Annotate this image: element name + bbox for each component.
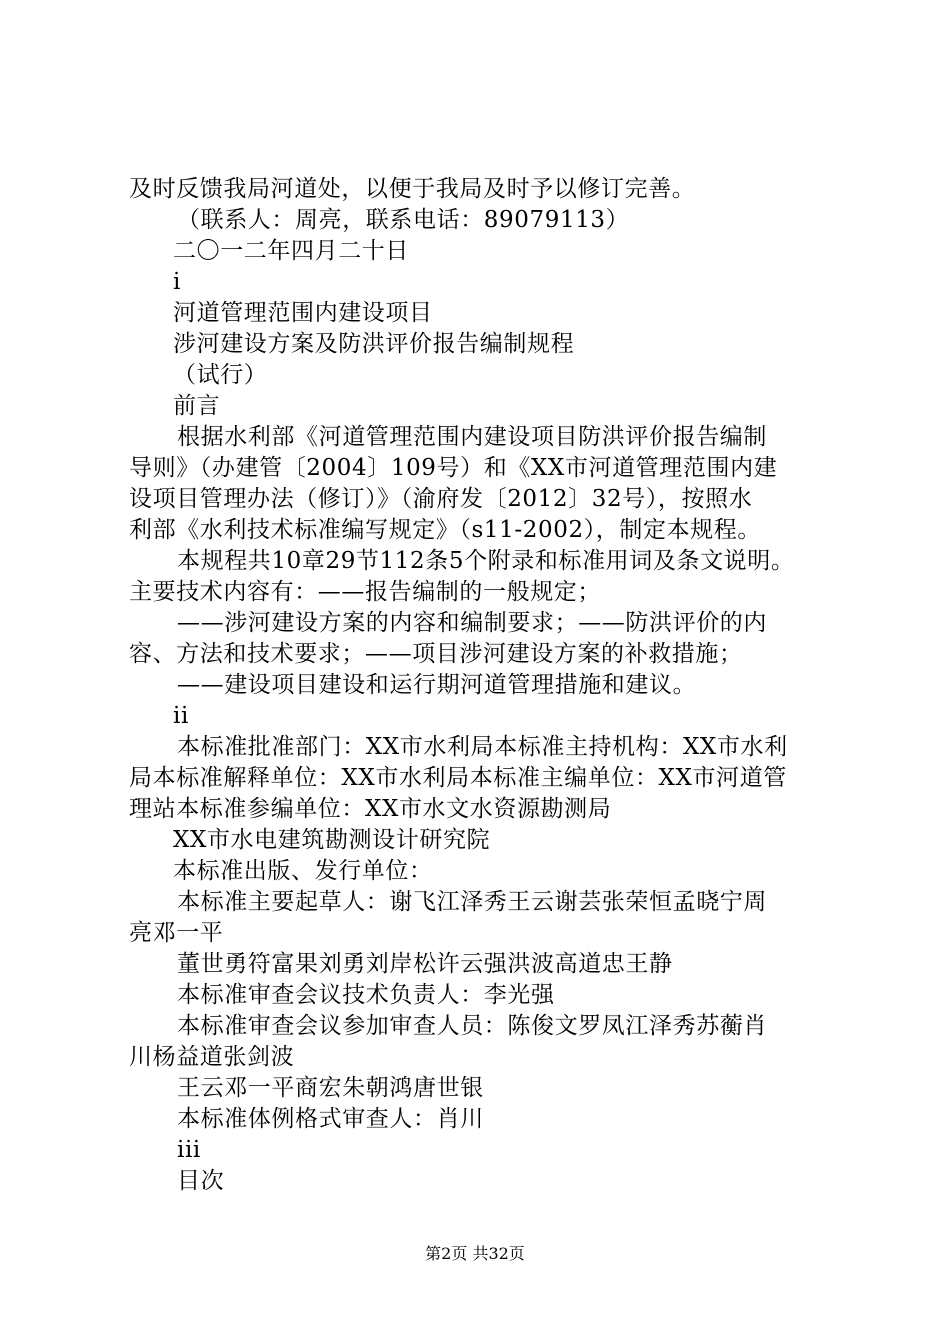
text-line: 前言 [173, 393, 221, 419]
page-footer [0, 1244, 950, 1264]
text-line: 王云邓一平商宏朱朝鸿唐世银 [177, 1075, 484, 1101]
text-line: （联系人：周亮，联系电话：89079113） [177, 207, 630, 233]
text-line: 董世勇符富果刘勇刘岸松许云强洪波高道忠王静 [177, 951, 673, 977]
text-line: 亮邓一平 [129, 920, 224, 946]
text-line: 设项目管理办法（修订）》（渝府发〔2012〕32号），按照水 [129, 486, 753, 512]
text-line: 本标准审查会议参加审查人员：陈俊文罗凤江泽秀苏蘅肖 [177, 1013, 767, 1039]
text-line: 本标准审查会议技术负责人：李光强 [177, 982, 555, 1008]
text-line: 涉河建设方案及防洪评价报告编制规程 [173, 331, 575, 357]
text-line: 容、方法和技术要求；——项目涉河建设方案的补救措施； [129, 641, 743, 667]
text-line: 本标准体例格式审查人：肖川 [177, 1106, 484, 1132]
text-line: 二〇一二年四月二十日 [173, 238, 409, 264]
text-line: XX市水电建筑勘测设计研究院 [173, 827, 491, 853]
text-line: ——建设项目建设和运行期河道管理措施和建议。 [177, 672, 697, 698]
text-line: iii [177, 1137, 201, 1163]
text-line: 河道管理范围内建设项目 [173, 300, 433, 326]
text-line: 本标准批准部门：XX市水利局本标准主持机构：XX市水利 [177, 734, 788, 760]
text-line: 本规程共10章29节112条5个附录和标准用词及条文说明。 [177, 548, 795, 574]
text-line: 及时反馈我局河道处，以便于我局及时予以修订完善。 [129, 176, 696, 202]
text-line: 导则》（办建管〔2004〕109号）和《XX市河道管理范围内建 [129, 455, 778, 481]
text-line: 理站本标准参编单位：XX市水文水资源勘测局 [129, 796, 612, 822]
text-line: 局本标准解释单位：XX市水利局本标准主编单位：XX市河道管 [129, 765, 787, 791]
text-line: 利部《水利技术标准编写规定》（s11-2002），制定本规程。 [129, 517, 761, 543]
text-line: 本标准主要起草人：谢飞江泽秀王云谢芸张荣恒孟晓宁周 [177, 889, 767, 915]
text-line: 主要技术内容有：——报告编制的一般规定； [129, 579, 601, 605]
text-line: （试行） [173, 362, 268, 388]
text-line: 根据水利部《河道管理范围内建设项目防洪评价报告编制 [177, 424, 767, 450]
text-line: 本标准出版、发行单位： [173, 858, 433, 884]
text-line: 川杨益道张剑波 [129, 1044, 295, 1070]
page-number: 第2页 共32页 [425, 1244, 525, 1263]
text-line: 目次 [177, 1168, 225, 1194]
text-line: i [173, 269, 181, 295]
text-line: ——涉河建设方案的内容和编制要求；——防洪评价的内 [177, 610, 767, 636]
document-body [129, 174, 829, 1197]
text-line: ii [173, 703, 189, 729]
